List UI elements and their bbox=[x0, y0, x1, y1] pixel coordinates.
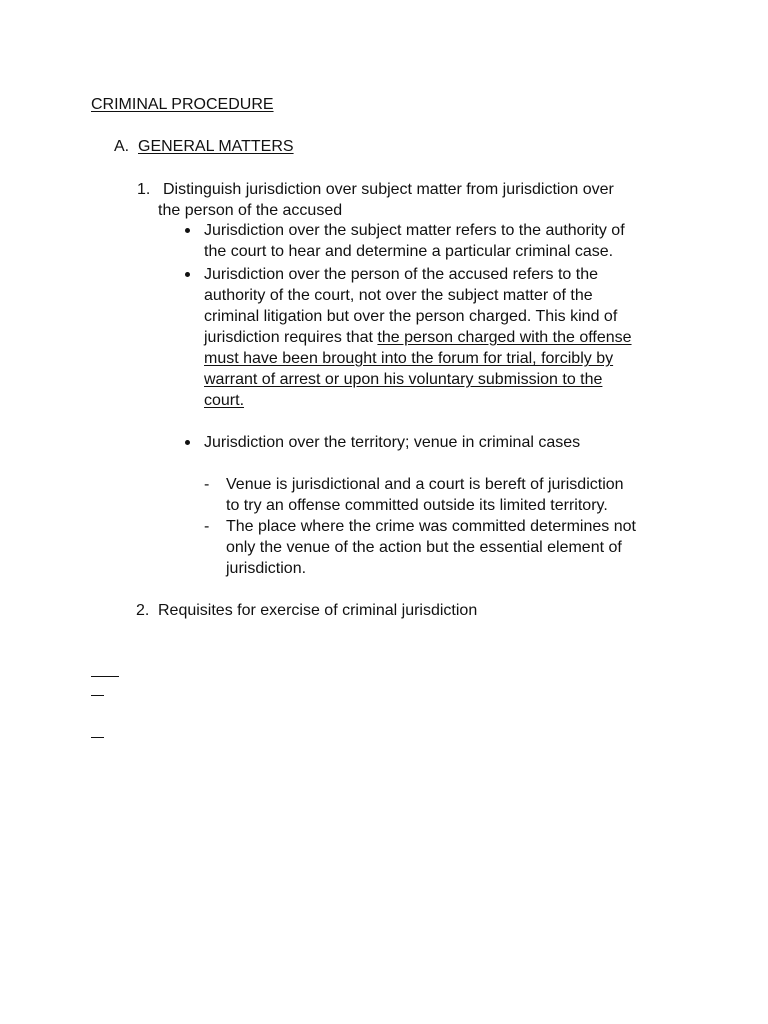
document-title: CRIMINAL PROCEDURE bbox=[91, 96, 274, 113]
dash-1-marker: - bbox=[204, 476, 210, 493]
item-1-line-2: the person of the accused bbox=[158, 202, 343, 219]
bullet-2-line-6: warrant of arrest or upon his voluntary submission to the bbox=[204, 371, 603, 388]
dash-1-line-1: Venue is jurisdictional and a court is bereft of jurisdiction bbox=[226, 476, 624, 493]
stray-rule-1 bbox=[91, 676, 119, 677]
item-1-line-1: Distinguish jurisdiction over subject matter from jurisdiction over bbox=[163, 181, 614, 198]
section-a-heading: GENERAL MATTERS bbox=[138, 138, 294, 155]
bullet-2-line-7: court. bbox=[204, 392, 245, 409]
item-2-text: Requisites for exercise of criminal jurisdiction bbox=[158, 602, 478, 619]
dash-2-line-3: jurisdiction. bbox=[226, 560, 307, 577]
item-1-marker: 1. bbox=[137, 181, 151, 198]
bullet-1-marker bbox=[185, 228, 190, 233]
bullet-1-line-2: the court to hear and determine a particular criminal case. bbox=[204, 243, 614, 260]
bullet-2-line-5: must have been brought into the forum for trial, forcibly by bbox=[204, 350, 614, 367]
bullet-2-line-4-underlined: the person charged with the offense bbox=[377, 329, 632, 346]
dash-2-marker: - bbox=[204, 518, 210, 535]
dash-2-line-1: The place where the crime was committed determines not bbox=[226, 518, 636, 535]
item-2-marker: 2. bbox=[136, 602, 150, 619]
section-a-marker: A. bbox=[114, 138, 130, 155]
bullet-1-line-1: Jurisdiction over the subject matter refers to the authority of bbox=[204, 222, 625, 239]
bullet-3-line-1: Jurisdiction over the territory; venue in criminal cases bbox=[204, 434, 581, 451]
stray-rule-2 bbox=[91, 695, 104, 696]
bullet-2-line-4-plain: jurisdiction requires that bbox=[204, 329, 378, 346]
dash-1-line-2: to try an offense committed outside its limited territory. bbox=[226, 497, 608, 514]
stray-rule-3 bbox=[91, 737, 104, 738]
bullet-2-line-3: criminal litigation but over the person charged. This kind of bbox=[204, 308, 618, 325]
bullet-2-line-4 bbox=[204, 327, 632, 348]
bullet-2-line-1: Jurisdiction over the person of the accused refers to the bbox=[204, 266, 598, 283]
bullet-3-marker bbox=[185, 440, 190, 445]
bullet-2-marker bbox=[185, 272, 190, 277]
bullet-2-line-2: authority of the court, not over the subject matter of the bbox=[204, 287, 593, 304]
dash-2-line-2: only the venue of the action but the essential element of bbox=[226, 539, 622, 556]
